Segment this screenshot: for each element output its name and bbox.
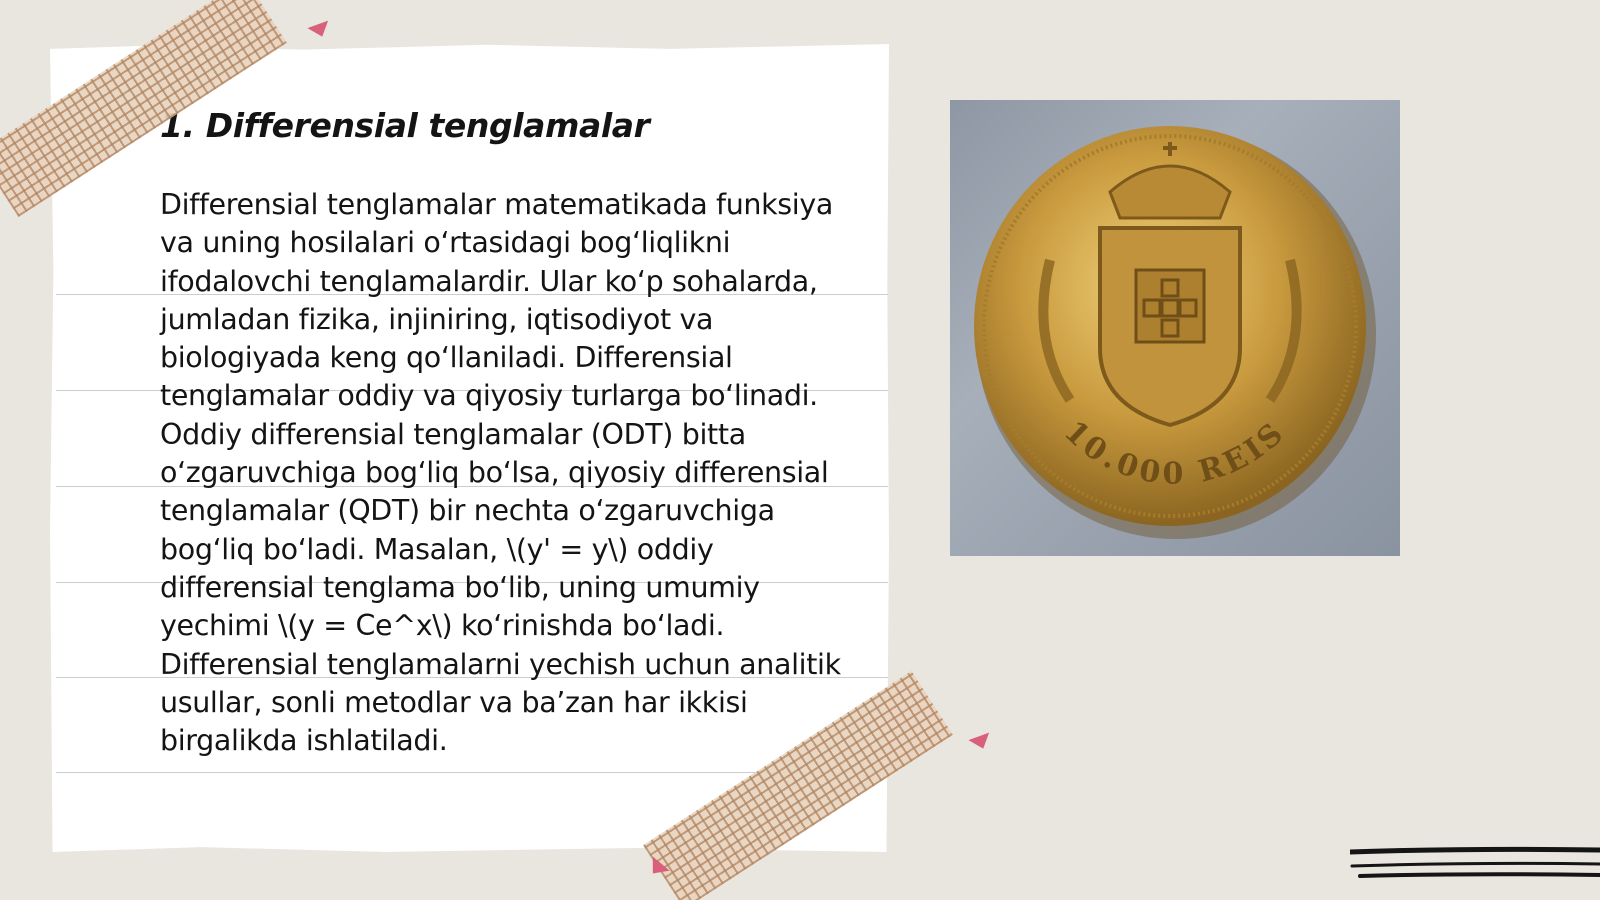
slide-body-text: Differensial tenglamalar matematikada funksiya va uning hosilalari o‘rtasidagi bog‘liqlikni ifodalovchi tenglamalardir. Ular ko‘p sohalarda, jumladan fizika, injiniring, iqtisodiyot va biologiyada keng qo‘llaniladi. Differensial tenglamalar oddiy va qiyosiy turlarga bo‘linadi. Oddiy differensial tenglamalar (ODT) bitta o‘zgaruvchiga bog‘liq bo‘lsa, qiyosiy differensial tenglamalar (QDT) bir nechta o‘zgaruvchiga bog‘liq bo‘ladi. Masalan, \(y' = y\) oddiy differensial tenglama bo‘lib, uning umumiy yechimi \(y = Ce^x\) ko‘rinishda bo‘ladi. Differensial tenglamalarni yechish uchun analitik usullar, sonli metodlar va ba’zan har ikkisi birgalikda ishlatiladi.: [160, 188, 841, 758]
pin-decoration: [307, 21, 332, 41]
coin-inscription: 10.000 REIS: [1057, 414, 1293, 492]
decorative-lines: [1350, 846, 1600, 886]
gold-coin-image: [950, 100, 1400, 556]
pin-decoration: [968, 733, 993, 753]
gold-coin-photo: [950, 100, 1400, 556]
slide-title: 1. Differensial tenglamalar: [160, 106, 650, 145]
